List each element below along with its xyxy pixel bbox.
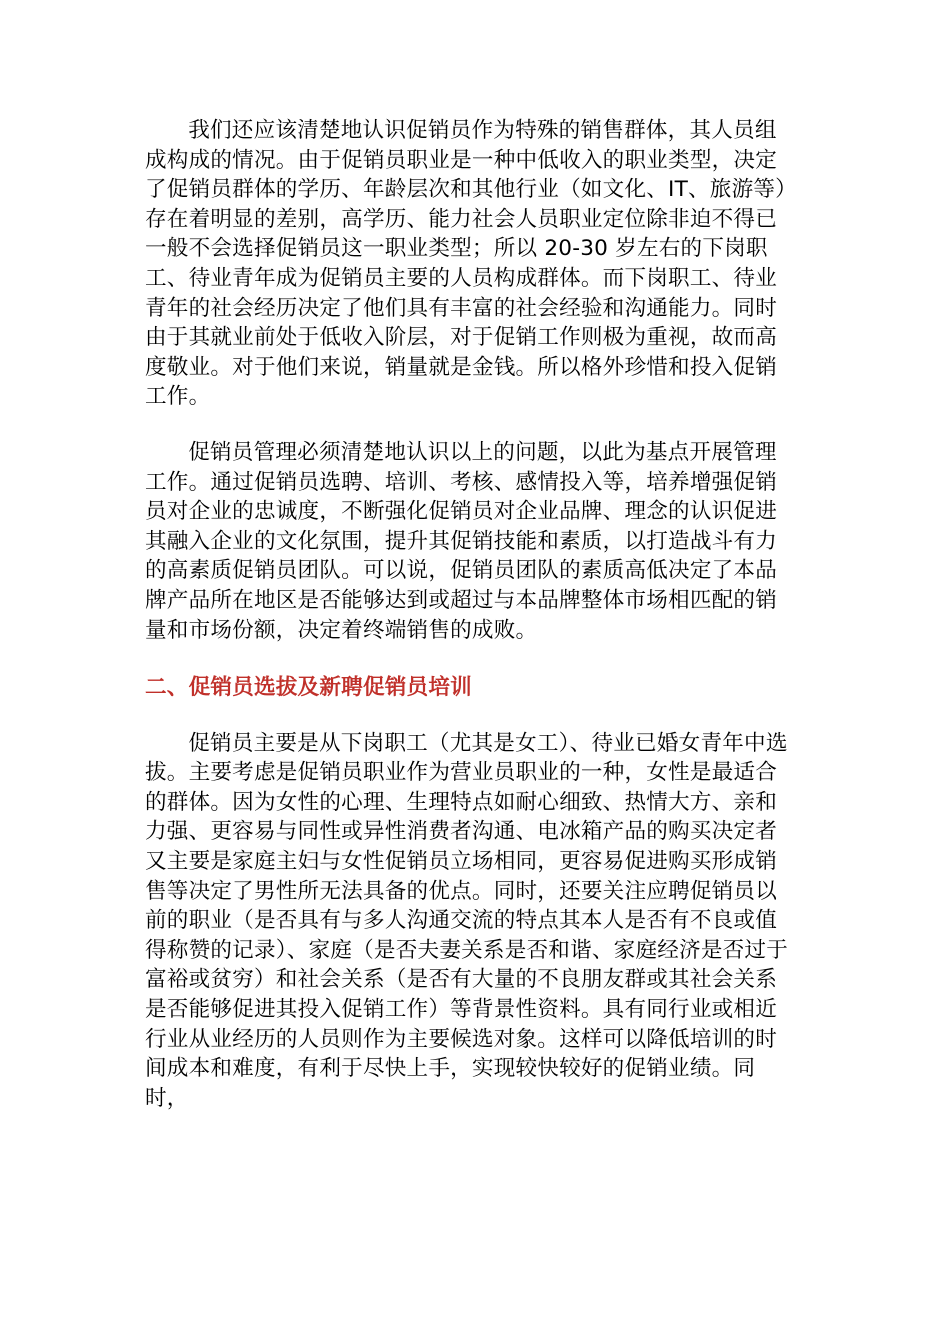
body-paragraph-1: 我们还应该清楚地认识促销员作为特殊的销售群体，其人员组成构成的情况。由于促销员职业是一种中低收入的职业类型，决定了促销员群体的学历、年龄层次和其他行业（如文化、IT、旅游等）存在着明显的差别，高学历、能力社会人员职业定位除非迫不得已一般不会选择促销员这一职业类型；所以 20-30 岁左右的下岗职工、待业青年成为促销员主要的人员构成群体。而下岗职工、待业青年的社会经历决定了他们具有丰富的社会经验和沟通能力。同时由于其就业前处于低收入阶层，对于促销工作则极为重视，故而高度敬业。对于他们来说，销量就是金钱。所以格外珍惜和投入促销工作。 xyxy=(145,118,787,410)
body-paragraph-3: 促销员主要是从下岗职工（尤其是女工）、待业已婚女青年中选拔。主要考虑是促销员职业作为营业员职业的一种，女性是最适合的群体。因为女性的心理、生理特点如耐心细致、热情大方、亲和力强、更容易与同性或异性消费者沟通、电冰箱产品的购买决定者又主要是家庭主妇与女性促销员立场相同，更容易促进购买形成销售等决定了男性所无法具备的优点。同时，还要关注应聘促销员以前的职业（是否具有与多人沟通交流的特点其本人是否有不良或值得称赞的记录）、家庭（是否夫妻关系是否和谐、家庭经济是否过于富裕或贫穷）和社会关系（是否有大量的不良朋友群或其社会关系是否能够促进其投入促销工作）等背景性资料。具有同行业或相近行业从业经历的人员则作为主要候选对象。这样可以降低培训的时间成本和难度，有利于尽快上手，实现较快较好的促销业绩。同时， xyxy=(145,730,789,1111)
body-paragraph-2: 促销员管理必须清楚地认识以上的问题，以此为基点开展管理工作。通过促销员选聘、培训、考核、感情投入等，培养增强促销员对企业的忠诚度，不断强化促销员对企业品牌、理念的认识促进其融入企业的文化氛围，提升其促销技能和素质，以打造战斗有力的高素质促销员团队。可以说，促销员团队的素质高低决定了本品牌产品所在地区是否能够达到或超过与本品牌整体市场相匹配的销量和市场份额，决定着终端销售的成败。 xyxy=(145,439,778,643)
document-body xyxy=(145,116,793,1113)
section-heading: 二、促销员选拔及新聘促销员培训 xyxy=(145,675,472,701)
